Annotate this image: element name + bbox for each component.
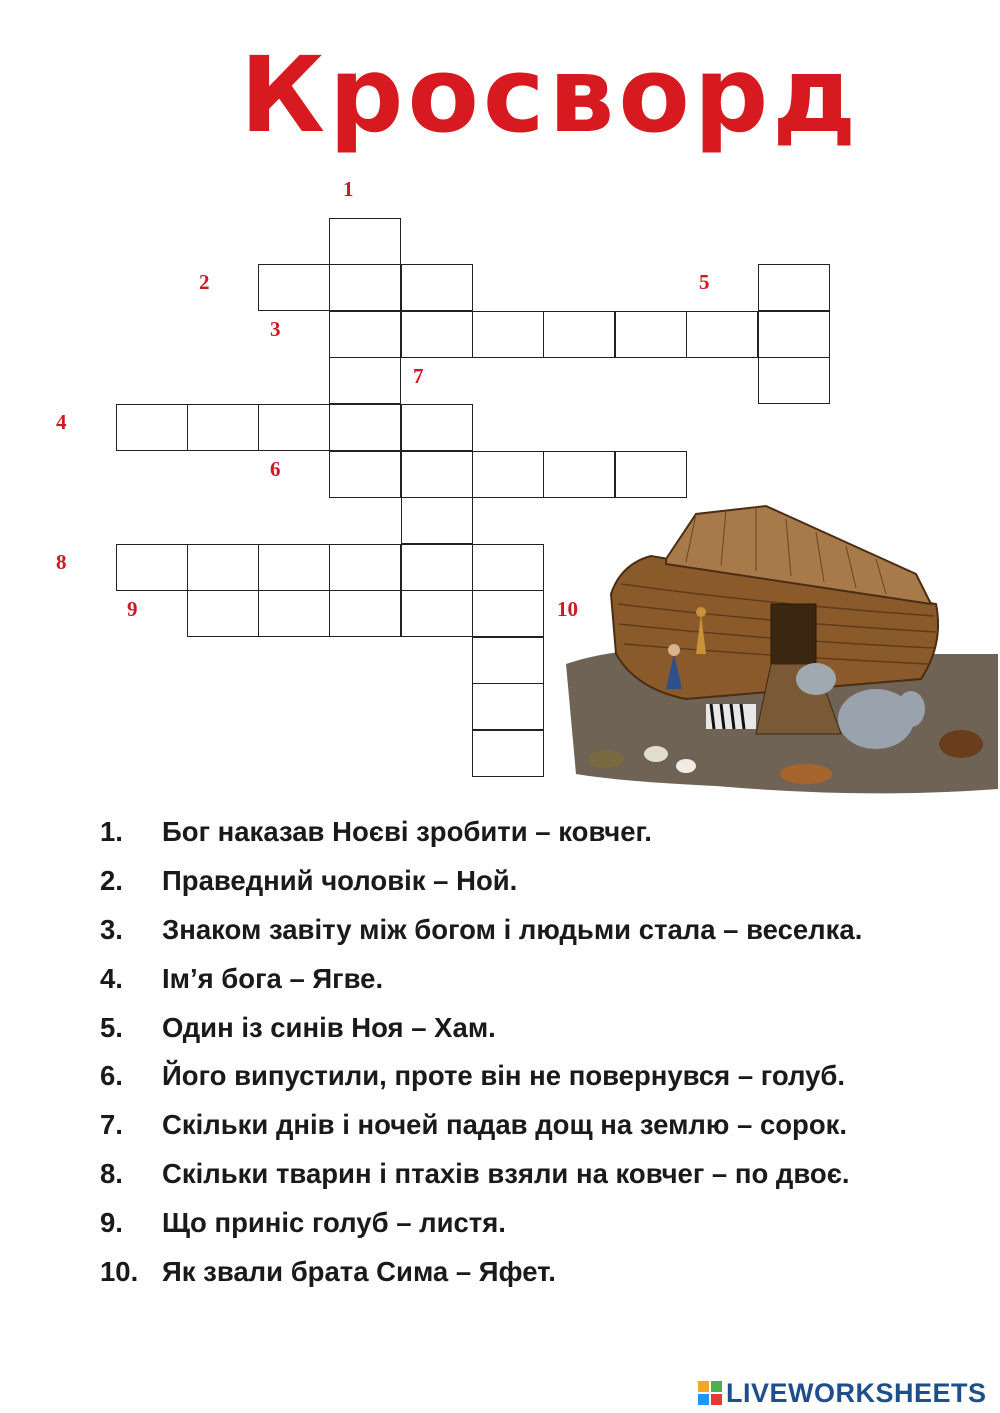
crossword-cell[interactable] bbox=[543, 451, 615, 498]
crossword-cell[interactable] bbox=[187, 404, 259, 451]
clue-item bbox=[100, 1003, 862, 1052]
clue-text: Скільки днів і ночей падав дощ на землю – сорок. bbox=[162, 1109, 848, 1141]
crossword-cell[interactable] bbox=[615, 311, 687, 358]
crossword-cell[interactable] bbox=[329, 590, 401, 637]
crossword-cell[interactable] bbox=[472, 311, 544, 358]
clue-text: Знаком завіту між богом і людьми стала – веселка. bbox=[162, 913, 863, 945]
clue-number-9: 9 bbox=[127, 597, 138, 621]
clue-text: Як звали брата Сима – Яфет. bbox=[162, 1255, 556, 1287]
crossword-cell[interactable] bbox=[187, 590, 259, 637]
clue-number-8: 8 bbox=[56, 550, 67, 574]
crossword-cell[interactable] bbox=[401, 311, 473, 358]
crossword-cell[interactable] bbox=[258, 264, 330, 311]
crossword-cell[interactable] bbox=[758, 357, 830, 404]
crossword-cell[interactable] bbox=[329, 311, 401, 358]
noahs-ark-illustration bbox=[566, 504, 998, 794]
clue-number-2: 2 bbox=[199, 270, 210, 294]
crossword-cell[interactable] bbox=[116, 544, 188, 591]
crossword-cell[interactable] bbox=[472, 590, 544, 637]
crossword-cell[interactable] bbox=[329, 218, 401, 265]
crossword-cell[interactable] bbox=[472, 730, 544, 777]
clue-text: Скільки тварин і птахів взяли на ковчег – по двоє. bbox=[162, 1157, 850, 1189]
clue-index: 4. bbox=[100, 962, 123, 994]
clue-item bbox=[100, 1247, 862, 1296]
crossword-cell[interactable] bbox=[401, 264, 473, 311]
crossword-cell[interactable] bbox=[472, 683, 544, 730]
crossword-cell[interactable] bbox=[758, 311, 830, 358]
clue-number-10: 10 bbox=[557, 597, 578, 621]
crossword-cell[interactable] bbox=[258, 404, 330, 451]
clue-item bbox=[100, 1198, 862, 1247]
liveworksheets-logo-icon bbox=[698, 1381, 722, 1405]
clue-index: 10. bbox=[100, 1255, 139, 1287]
clue-index: 8. bbox=[100, 1157, 123, 1189]
clue-index: 5. bbox=[100, 1011, 123, 1043]
clue-number-5: 5 bbox=[699, 270, 710, 294]
clue-item bbox=[100, 954, 862, 1003]
clue-item bbox=[100, 1150, 862, 1199]
crossword-cell[interactable] bbox=[401, 544, 473, 591]
crossword-cell[interactable] bbox=[472, 451, 544, 498]
crossword-cell[interactable] bbox=[258, 590, 330, 637]
crossword-cell[interactable] bbox=[472, 544, 544, 591]
crossword-cell[interactable] bbox=[472, 637, 544, 684]
liveworksheets-logo-text: LIVEWORKSHEETS bbox=[726, 1377, 987, 1408]
clue-item bbox=[100, 808, 862, 857]
clue-number-4: 4 bbox=[56, 410, 67, 434]
clue-number-6: 6 bbox=[270, 457, 281, 481]
crossword-cell[interactable] bbox=[116, 404, 188, 451]
crossword-cell[interactable] bbox=[401, 497, 473, 544]
crossword-cell[interactable] bbox=[329, 264, 401, 311]
crossword-cell[interactable] bbox=[543, 311, 615, 358]
clue-list bbox=[100, 808, 862, 1296]
crossword-cell[interactable] bbox=[401, 451, 473, 498]
clue-index: 9. bbox=[100, 1206, 123, 1238]
clue-number-1: 1 bbox=[343, 177, 354, 201]
clue-item bbox=[100, 906, 862, 955]
clue-text: Що приніс голуб – листя. bbox=[162, 1206, 506, 1238]
clue-number-7: 7 bbox=[413, 364, 424, 388]
clue-index: 7. bbox=[100, 1109, 123, 1141]
clue-index: 1. bbox=[100, 816, 123, 848]
crossword-cell[interactable] bbox=[329, 451, 401, 498]
clue-text: Ім’я бога – Ягве. bbox=[162, 962, 384, 994]
clue-text: Один із синів Ноя – Хам. bbox=[162, 1011, 496, 1043]
clue-index: 3. bbox=[100, 913, 123, 945]
crossword-cell[interactable] bbox=[329, 357, 401, 404]
liveworksheets-logo bbox=[698, 1376, 987, 1410]
crossword-cell[interactable] bbox=[187, 544, 259, 591]
clue-number-3: 3 bbox=[270, 317, 281, 341]
clue-item bbox=[100, 1101, 862, 1150]
clue-index: 6. bbox=[100, 1060, 123, 1092]
crossword-cell[interactable] bbox=[329, 544, 401, 591]
clue-item bbox=[100, 1052, 862, 1101]
crossword-cell[interactable] bbox=[258, 544, 330, 591]
crossword-cell[interactable] bbox=[758, 264, 830, 311]
clue-item bbox=[100, 857, 862, 906]
crossword-cell[interactable] bbox=[401, 590, 473, 637]
page-title: Кросворд bbox=[240, 34, 861, 156]
crossword-cell[interactable] bbox=[686, 311, 758, 358]
crossword-cell[interactable] bbox=[615, 451, 687, 498]
crossword-cell[interactable] bbox=[329, 404, 401, 451]
clue-text: Праведний чоловік – Ной. bbox=[162, 865, 518, 897]
clue-text: Бог наказав Ноєві зробити – ковчег. bbox=[162, 816, 652, 848]
clue-index: 2. bbox=[100, 865, 123, 897]
clue-text: Його випустили, проте він не повернувся – голуб. bbox=[162, 1060, 846, 1092]
crossword-cell[interactable] bbox=[401, 404, 473, 451]
